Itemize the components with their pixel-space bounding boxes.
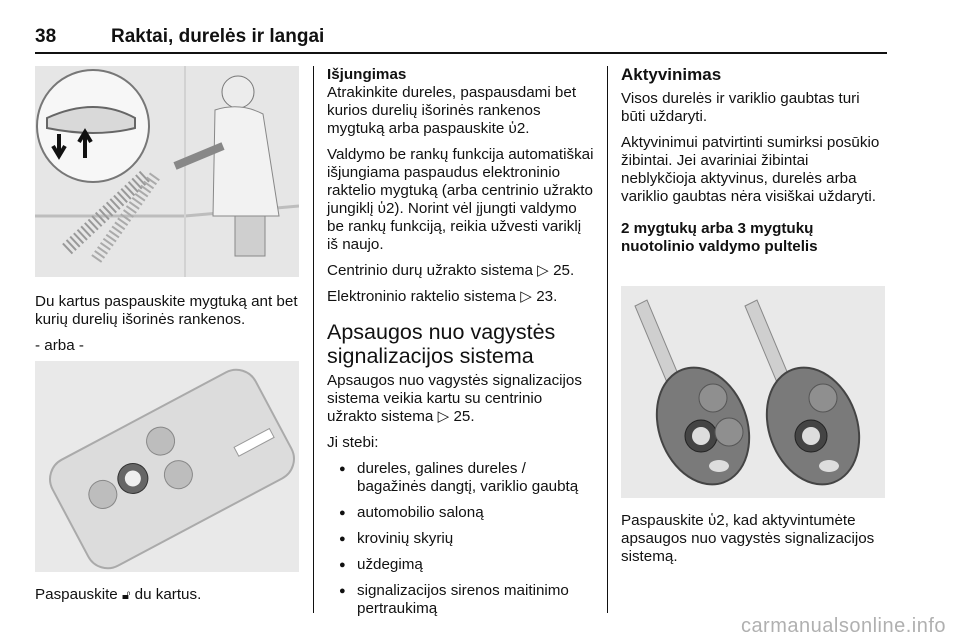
- monitored-list: [327, 460, 595, 618]
- heading-remote-control: 2 mygtukų arba 3 mygtukų nuotolinio valdymo pultelis: [621, 220, 818, 255]
- col3-paragraph-3: Paspauskite ὑ2, kad aktyvintumėte apsaugos nuo vagystės signalizacijos sistemą.: [621, 512, 875, 565]
- col1-paragraph-1: Du kartus paspauskite mygtuką ant bet kurių durelių išorinės rankenos.: [35, 293, 298, 328]
- list-item: ● signalizacijos sirenos maitinimo pertraukimą: [327, 582, 595, 618]
- column-divider-2: [607, 66, 608, 613]
- col1-p3-text: Paspauskite: [35, 586, 122, 603]
- header-rule: [35, 52, 887, 54]
- page-number: 38: [35, 26, 57, 47]
- column-1-bottom: [35, 586, 299, 612]
- door-handle-illustration: [35, 66, 299, 277]
- col1-paragraph-2: - arba -: [35, 337, 84, 354]
- list-item: ● uždegimą: [327, 556, 595, 574]
- column-divider-1: [313, 66, 314, 613]
- page-header: [35, 14, 887, 54]
- heading-apsaugos-signalizacija: Apsaugos nuo vagystės signalizacijos sistema: [327, 320, 556, 368]
- list-item: ● krovinių skyrių: [327, 530, 595, 548]
- column-2: [327, 66, 595, 626]
- list-item: ● automobilio saloną: [327, 504, 595, 522]
- col1-paragraph-3: [35, 586, 299, 604]
- heading-aktyvinimas: Aktyvinimas: [621, 65, 722, 84]
- list-item: ● dureles, galines dureles / bagažinės dangtį, variklio gaubtą: [327, 460, 595, 496]
- smart-card-key-illustration: [35, 361, 299, 572]
- column-1: [35, 293, 299, 363]
- col2-paragraph-3: Centrinio durų užrakto sistema ▷ 25.: [327, 262, 575, 279]
- col3-paragraph-2: Aktyvinimui patvirtinti sumirksi posūkio žibintai. Jei avariniai žibintai neblykčioja aktyvinus, durelės arba variklio gaubtas nėra visiškai uždaryti.: [621, 134, 880, 205]
- column-3-bottom: [621, 512, 887, 574]
- col3-paragraph-1: Visos durelės ir variklio gaubtas turi būti uždaryti.: [621, 90, 860, 125]
- remote-keys-illustration: [621, 286, 885, 498]
- door-handle-svg: [35, 66, 299, 277]
- watermark: carmanualsonline.info: [740, 615, 946, 637]
- heading-isjungimas: Išjungimas: [327, 66, 407, 83]
- column-3: [621, 66, 887, 256]
- remote-keys-svg: [621, 286, 885, 498]
- col2-paragraph-1: Atrakinkite dureles, paspausdami bet kurios durelių išorinės rankenos mygtuką arba paspauskite ὑ2.: [327, 84, 577, 137]
- col2-paragraph-4: Elektroninio raktelio sistema ▷ 23.: [327, 288, 558, 305]
- unlock-icon: 🔓︎: [121, 587, 131, 602]
- col2-paragraph-2: Valdymo be rankų funkcija automatiškai išjungiama paspaudus elektroninio raktelio mygtuką (arba centrinio užrakto jungiklį ὑ2). Norint vėl įjungti valdymo be rankų funkciją, reikia užvesti variklį iš naujo.: [327, 146, 594, 253]
- page-title: Raktai, durelės ir langai: [111, 26, 325, 47]
- smart-card-svg: [35, 361, 299, 572]
- col1-p3-tail: du kartus.: [130, 586, 202, 603]
- col2-paragraph-5: Apsaugos nuo vagystės signalizacijos sistema veikia kartu su centrinio užrakto sistema ▷ 25.: [327, 372, 582, 425]
- col2-paragraph-6: Ji stebi:: [327, 434, 379, 451]
